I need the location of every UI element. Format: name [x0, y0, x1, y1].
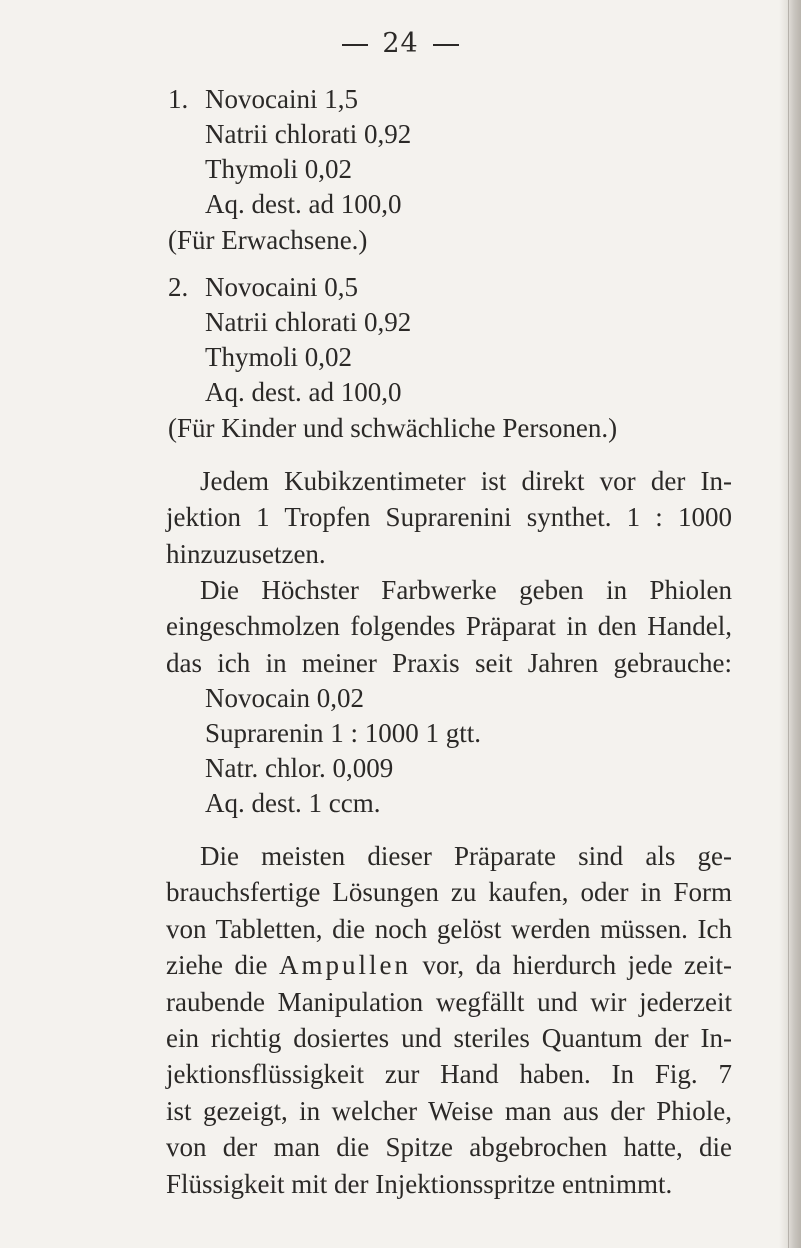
text-line: Die Höchster Farbwerke geben in Phiolen	[200, 575, 732, 605]
text-line: hinzuzusetzen.	[166, 538, 326, 569]
text-line: eingeschmolzen folgendes Präparat in den Handel,	[166, 611, 732, 642]
text-line: Die meisten dieser Präparate sind als ge-	[200, 841, 732, 871]
paragraph-3	[166, 838, 732, 1202]
page-edge-shadow	[779, 0, 801, 1248]
text-line: von Tabletten, die noch gelöst werden müssen. Ich	[166, 913, 732, 944]
text-line: jektionsflüssigkeit zur Hand haben. In Fig. 7	[166, 1059, 732, 1090]
text-line: brauchsfertige Lösungen zu kaufen, oder in Form	[166, 877, 732, 908]
recipe-1-ingredient: Natrii chlorati 0,92	[205, 119, 412, 149]
page-number-dash-left	[342, 44, 368, 46]
recipe-3-ingredient: Novocain 0,02	[205, 683, 364, 713]
recipe-2-ingredient: Aq. dest. ad 100,0	[205, 377, 402, 407]
text-line: ein richtig dosiertes und steriles Quantum der In-	[166, 1023, 732, 1054]
recipe-3-ingredient: Suprarenin 1 : 1000 1 gtt.	[205, 718, 481, 748]
recipe-1-ingredient: Aq. dest. ad 100,0	[205, 189, 402, 219]
recipe-2-ingredient: Thymoli 0,02	[205, 342, 352, 372]
recipe-1-note: (Für Erwachsene.)	[168, 225, 368, 255]
recipe-3-ingredient: Natr. chlor. 0,009	[205, 753, 394, 783]
recipe-1-ingredient: Novocaini 1,5	[205, 84, 358, 114]
recipe-2-number: 2.	[168, 272, 189, 302]
recipe-1-ingredient: Thymoli 0,02	[205, 154, 352, 184]
paragraph-2	[166, 572, 732, 681]
page-number: 24	[0, 28, 801, 59]
text-line: raubende Manipulation wegfällt und wir jederzeit	[166, 986, 732, 1017]
text-line: von der man die Spitze abgebrochen hatte, die	[166, 1132, 732, 1163]
text-line: ziehe die Ampullen vor, da hierdurch jede zeit-	[166, 950, 733, 981]
page-edge-line	[788, 0, 789, 1248]
text-line: Flüssigkeit mit der Injektionsspritze entnimmt.	[166, 1168, 673, 1199]
spaced-term: Ampullen	[278, 950, 411, 981]
text-line: Jedem Kubikzentimeter ist direkt vor der In-	[200, 466, 732, 496]
page-number-dash-right	[433, 44, 459, 46]
recipe-2-note: (Für Kinder und schwächliche Personen.)	[168, 413, 618, 443]
recipe-2-ingredient: Novocaini 0,5	[205, 272, 358, 302]
recipe-3-ingredient: Aq. dest. 1 ccm.	[205, 788, 381, 818]
paragraph-1	[166, 463, 732, 572]
text-line: ist gezeigt, in welcher Weise man aus der Phiole,	[166, 1095, 732, 1126]
recipe-1-number: 1.	[168, 84, 189, 114]
recipe-2-ingredient: Natrii chlorati 0,92	[205, 307, 412, 337]
text-line: jektion 1 Tropfen Suprarenini synthet. 1 : 1000	[166, 502, 732, 533]
text-line: das ich in meiner Praxis seit Jahren gebrauche:	[166, 647, 732, 678]
